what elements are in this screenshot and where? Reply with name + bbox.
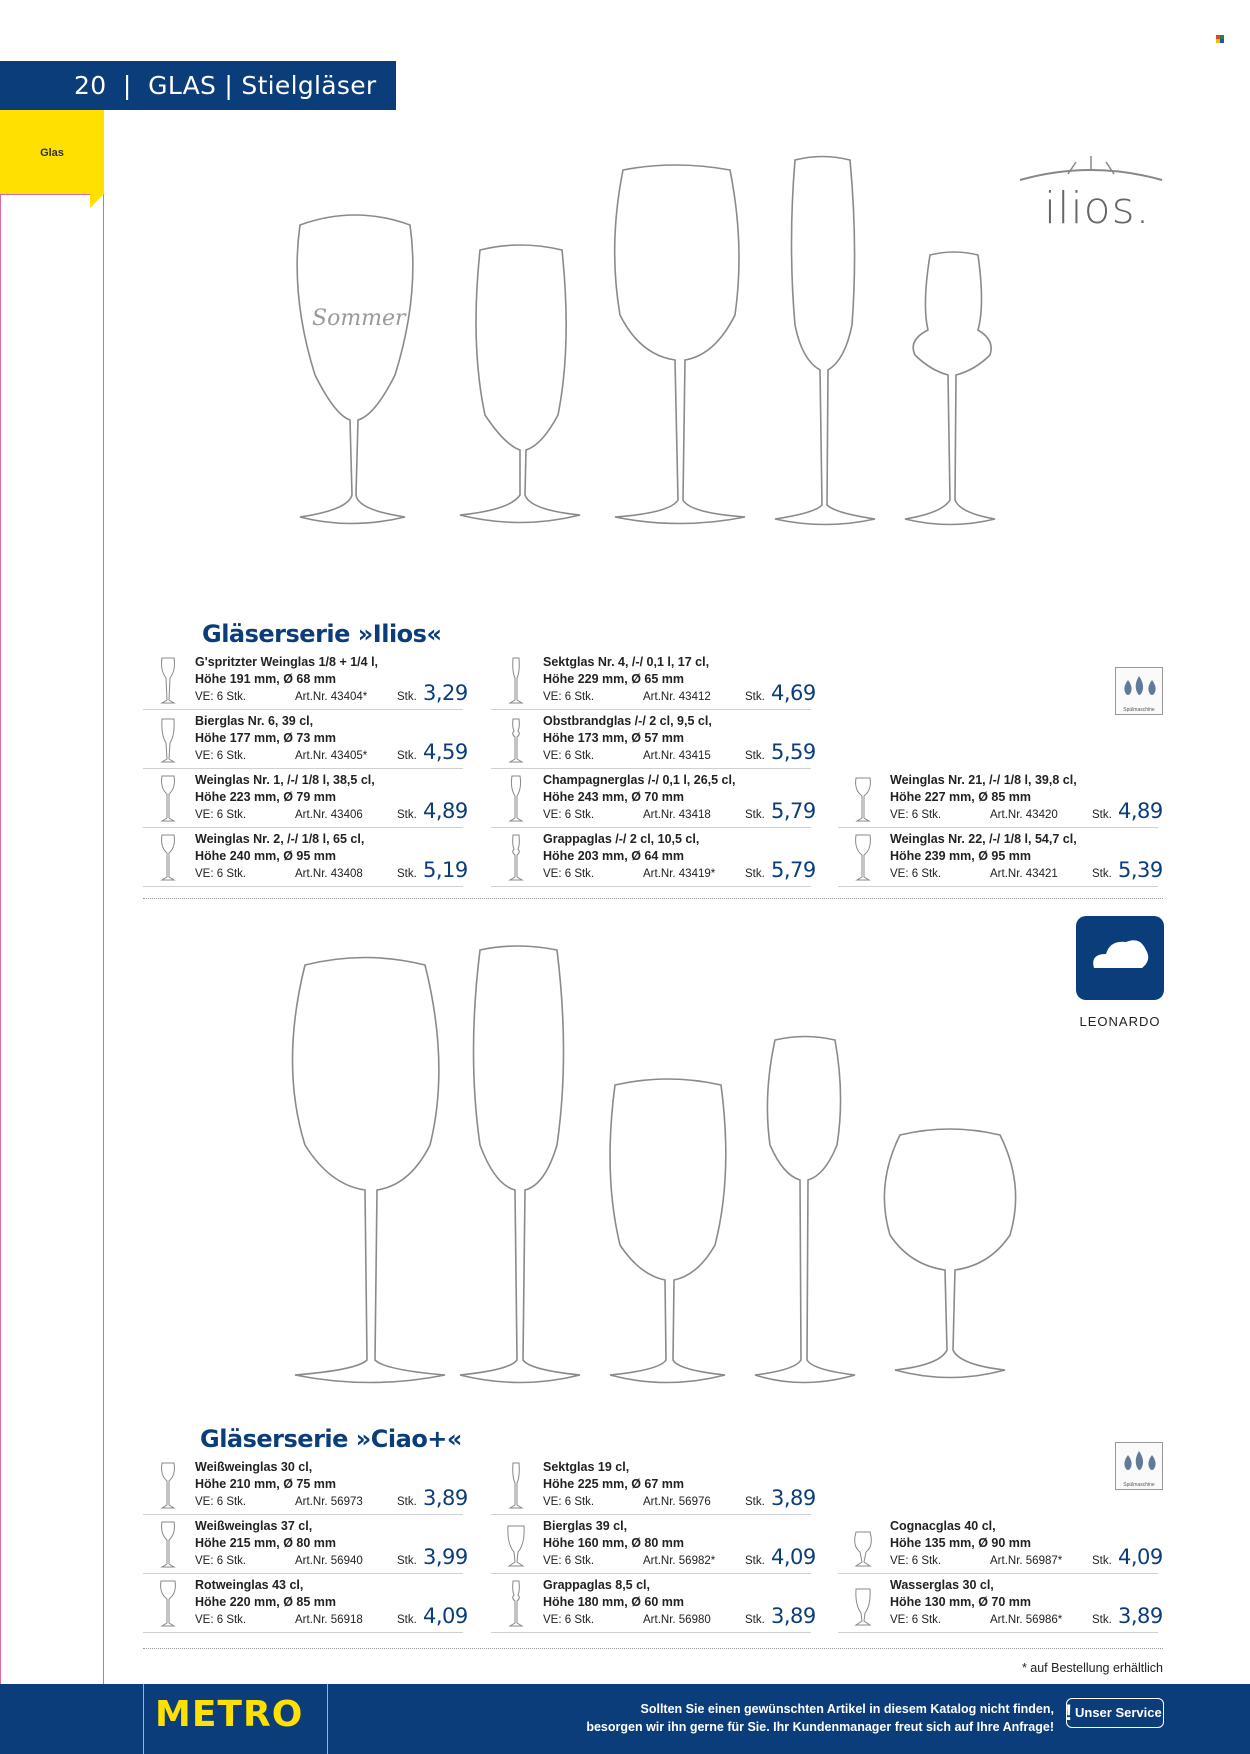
metro-logo: METRO bbox=[155, 1694, 304, 1735]
product-row[interactable]: Weinglas Nr. 2, /-/ 1/8 l, 65 cl, Höhe 240 mm, Ø 95 mm VE: 6 Stk. Art.Nr. 43408 Stk. 5,19 bbox=[143, 829, 463, 887]
ilios-glasses-photo bbox=[290, 145, 1030, 595]
glass-thumbnail-icon bbox=[157, 833, 179, 883]
price: 3,29 bbox=[423, 681, 468, 705]
product-row[interactable]: Cognacglas 40 cl, Höhe 135 mm, Ø 90 mm VE: 6 Stk. Art.Nr. 56987* Stk. 4,09 bbox=[838, 1516, 1158, 1574]
price: 4,09 bbox=[771, 1545, 816, 1569]
glass-thumbnail-icon bbox=[505, 774, 527, 824]
glass-thumbnail-icon bbox=[157, 1461, 179, 1511]
price: 5,79 bbox=[771, 799, 816, 823]
series-title-ilios: Gläserserie »Ilios« bbox=[202, 620, 442, 648]
glass-thumbnail-icon bbox=[157, 1520, 179, 1570]
product-row[interactable]: Weißweinglas 30 cl, Höhe 210 mm, Ø 75 mm VE: 6 Stk. Art.Nr. 56973 Stk. 3,89 bbox=[143, 1457, 463, 1515]
footer bbox=[0, 1684, 1250, 1754]
exclamation-icon: ! bbox=[1065, 1700, 1073, 1725]
glass-thumbnail-icon bbox=[505, 1520, 527, 1570]
product-row[interactable]: Sektglas 19 cl, Höhe 225 mm, Ø 67 mm VE: 6 Stk. Art.Nr. 56976 Stk. 3,89 bbox=[491, 1457, 811, 1515]
price: 4,09 bbox=[423, 1604, 468, 1628]
product-row[interactable]: Weißweinglas 37 cl, Höhe 215 mm, Ø 80 mm VE: 6 Stk. Art.Nr. 56940 Stk. 3,99 bbox=[143, 1516, 463, 1574]
product-row[interactable]: Grappaglas 8,5 cl, Höhe 180 mm, Ø 60 mm VE: 6 Stk. Art.Nr. 56980 Stk. 3,89 bbox=[491, 1575, 811, 1633]
product-row[interactable]: Weinglas Nr. 21, /-/ 1/8 l, 39,8 cl, Höhe 227 mm, Ø 85 mm VE: 6 Stk. Art.Nr. 43420 Stk. 4,89 bbox=[838, 770, 1158, 828]
price: 5,79 bbox=[771, 858, 816, 882]
leonardo-brand-logo bbox=[1076, 916, 1164, 1000]
side-tab-label: Glas bbox=[40, 147, 64, 159]
ilios-brand-text: ilios. bbox=[1044, 183, 1151, 234]
glass-thumbnail-icon bbox=[157, 715, 179, 765]
product-row[interactable]: Wasserglas 30 cl, Höhe 130 mm, Ø 70 mm VE: 6 Stk. Art.Nr. 56986* Stk. 3,89 bbox=[838, 1575, 1158, 1633]
price: 5,59 bbox=[771, 740, 816, 764]
leonardo-brand-text: LEONARDO bbox=[1079, 1014, 1161, 1029]
glass-thumbnail-icon bbox=[505, 833, 527, 883]
service-button[interactable]: ! Unser Service bbox=[1066, 1698, 1164, 1728]
page-number: 20 bbox=[74, 71, 107, 100]
glass-thumbnail-icon bbox=[852, 774, 874, 824]
section-divider bbox=[143, 898, 1163, 899]
product-row[interactable]: Champagnerglas /-/ 0,1 l, 26,5 cl, Höhe 243 mm, Ø 70 mm VE: 6 Stk. Art.Nr. 43418 Stk. 5,79 bbox=[491, 770, 811, 828]
page-title: GLAS | Stielgläser bbox=[148, 71, 377, 100]
product-row[interactable]: Weinglas Nr. 1, /-/ 1/8 l, 38,5 cl, Höhe 223 mm, Ø 79 mm VE: 6 Stk. Art.Nr. 43406 Stk. 4,89 bbox=[143, 770, 463, 828]
product-row[interactable]: Bierglas 39 cl, Höhe 160 mm, Ø 80 mm VE: 6 Stk. Art.Nr. 56982* Stk. 4,09 bbox=[491, 1516, 811, 1574]
glass-thumbnail-icon bbox=[157, 774, 179, 824]
dishwasher-icon: Spülmaschine bbox=[1115, 1442, 1163, 1490]
price: 3,89 bbox=[423, 1486, 468, 1510]
price: 4,59 bbox=[423, 740, 468, 764]
price: 4,69 bbox=[771, 681, 816, 705]
footer-message: Sollten Sie einen gewünschten Artikel in diesem Katalog nicht finden, besorgen wir ihn gerne für Sie. Ihr Kundenmanager freut sich auf Ihre Anfrage! bbox=[586, 1702, 1054, 1734]
product-row[interactable]: Sektglas Nr. 4, /-/ 0,1 l, 17 cl, Höhe 229 mm, Ø 65 mm VE: 6 Stk. Art.Nr. 43412 Stk. 4,69 bbox=[491, 652, 811, 710]
price: 3,99 bbox=[423, 1545, 468, 1569]
glass-thumbnail-icon bbox=[852, 1579, 874, 1629]
product-row[interactable]: Bierglas Nr. 6, 39 cl, Höhe 177 mm, Ø 73 mm VE: 6 Stk. Art.Nr. 43405* Stk. 4,59 bbox=[143, 711, 463, 769]
footnote: * auf Bestellung erhältlich bbox=[1021, 1661, 1163, 1675]
glass-thumbnail-icon bbox=[157, 1579, 179, 1629]
side-tab[interactable] bbox=[0, 110, 104, 194]
glass-thumbnail-icon bbox=[505, 656, 527, 706]
dishwasher-icon: Spülmaschine bbox=[1115, 667, 1163, 715]
page-header: 20 | GLAS | Stielgläser bbox=[0, 61, 396, 110]
ciao-glasses-photo bbox=[285, 945, 1045, 1405]
glass-thumbnail-icon bbox=[852, 1520, 874, 1570]
price: 4,89 bbox=[1118, 799, 1163, 823]
price: 5,39 bbox=[1118, 858, 1163, 882]
product-row[interactable]: Obstbrandglas /-/ 2 cl, 9,5 cl, Höhe 173 mm, Ø 57 mm VE: 6 Stk. Art.Nr. 43415 Stk. 5,59 bbox=[491, 711, 811, 769]
print-registration-mark bbox=[1216, 35, 1224, 43]
price: 4,89 bbox=[423, 799, 468, 823]
product-row[interactable]: Weinglas Nr. 22, /-/ 1/8 l, 54,7 cl, Höhe 239 mm, Ø 95 mm VE: 6 Stk. Art.Nr. 43421 Stk. 5,39 bbox=[838, 829, 1158, 887]
side-margin-frame bbox=[0, 194, 104, 1684]
product-row[interactable]: Grappaglas /-/ 2 cl, 10,5 cl, Höhe 203 mm, Ø 64 mm VE: 6 Stk. Art.Nr. 43419* Stk. 5,79 bbox=[491, 829, 811, 887]
price: 3,89 bbox=[771, 1604, 816, 1628]
price: 3,89 bbox=[771, 1486, 816, 1510]
price: 5,19 bbox=[423, 858, 468, 882]
glass-thumbnail-icon bbox=[505, 1579, 527, 1629]
series-title-ciao: Gläserserie »Ciao+« bbox=[200, 1425, 462, 1453]
glass-thumbnail-icon bbox=[157, 656, 179, 706]
glass-thumbnail-icon bbox=[852, 833, 874, 883]
glass-thumbnail-icon bbox=[505, 715, 527, 765]
svg-text:Sommer: Sommer bbox=[312, 306, 406, 331]
section-divider bbox=[143, 1648, 1163, 1649]
glass-thumbnail-icon bbox=[505, 1461, 527, 1511]
product-row[interactable]: G'spritzter Weinglas 1/8 + 1/4 l, Höhe 191 mm, Ø 68 mm VE: 6 Stk. Art.Nr. 43404* Stk. 3,29 bbox=[143, 652, 463, 710]
price: 4,09 bbox=[1118, 1545, 1163, 1569]
product-row[interactable]: Rotweinglas 43 cl, Höhe 220 mm, Ø 85 mm VE: 6 Stk. Art.Nr. 56918 Stk. 4,09 bbox=[143, 1575, 463, 1633]
price: 3,89 bbox=[1118, 1604, 1163, 1628]
